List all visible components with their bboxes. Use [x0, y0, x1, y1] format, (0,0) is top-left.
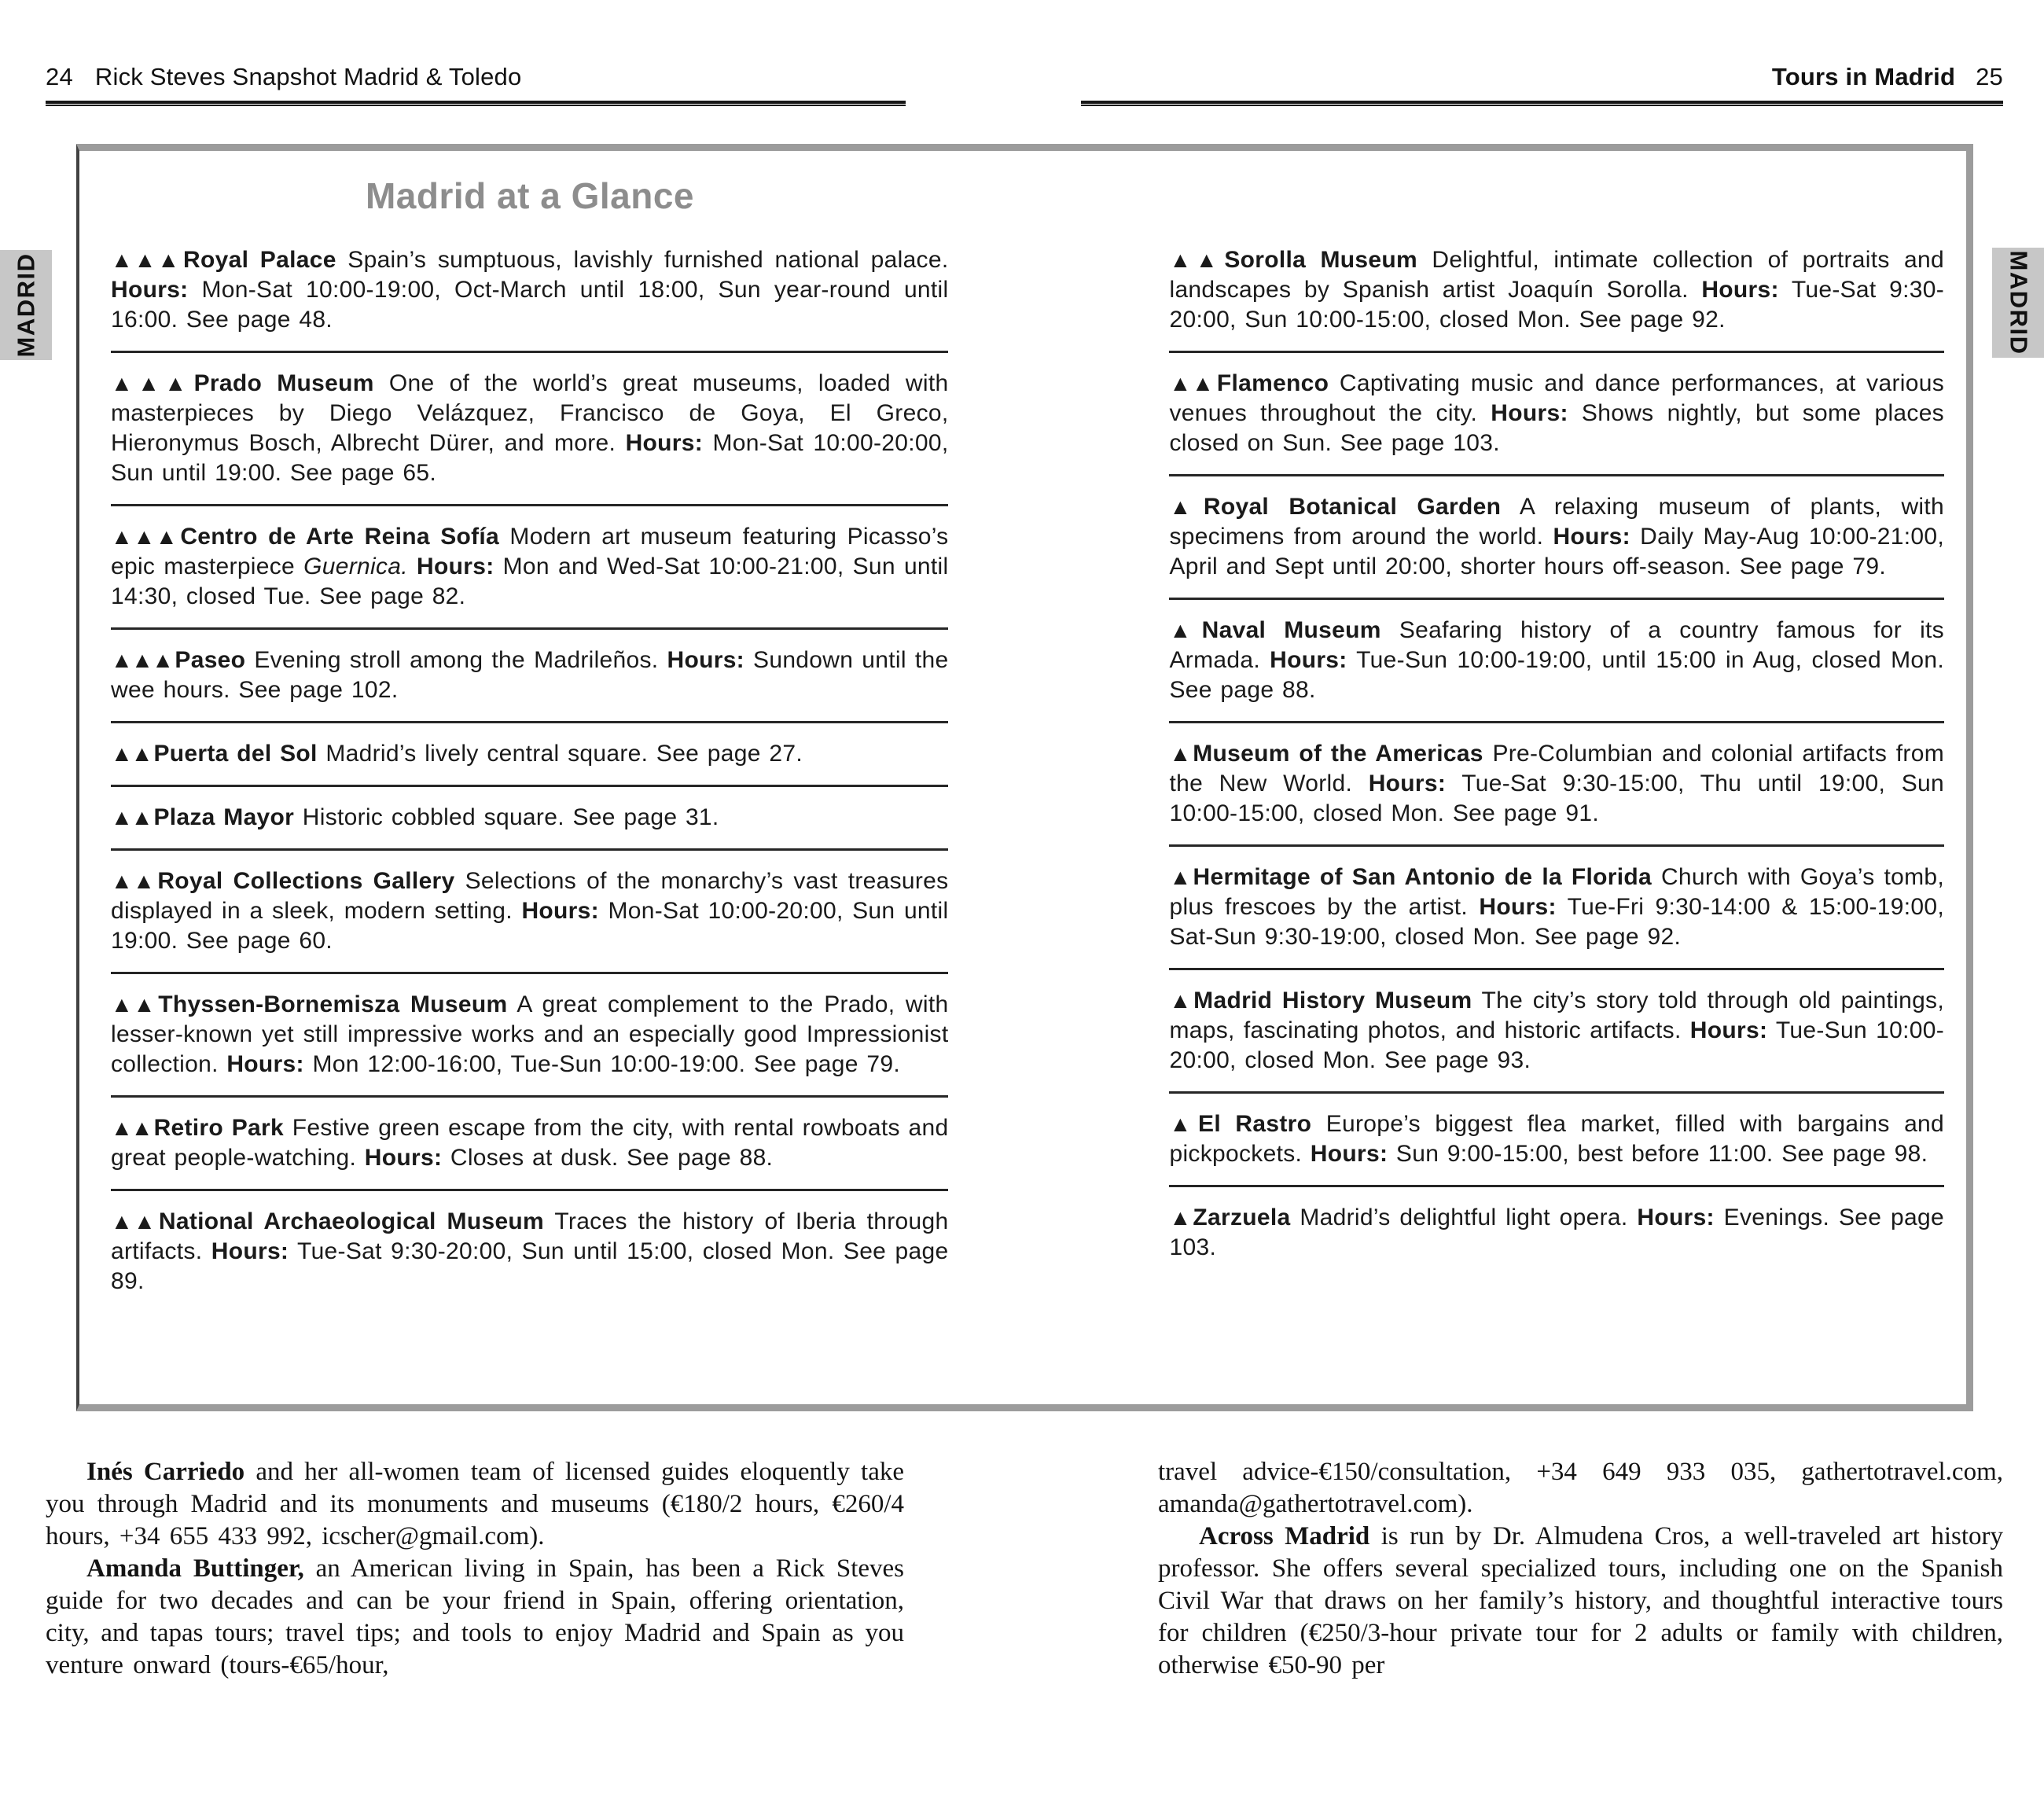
- entry-divider-rule: [111, 1189, 948, 1191]
- text-segment: Traces the history of Iberia through artifacts.: [111, 1208, 949, 1264]
- sight-name: Sorolla Museum: [1224, 247, 1417, 273]
- text-segment: Sundown until the wee hours. See page 102.: [111, 647, 949, 703]
- chapter-title: Tours in Madrid: [1771, 63, 1956, 90]
- margin-tab-madrid-left: [0, 250, 52, 360]
- sight-name: Plaza Mayor: [153, 804, 295, 830]
- entry-divider-rule: [1169, 844, 1944, 847]
- glance-entry: [111, 369, 948, 488]
- text-segment: Amanda Buttinger,: [86, 1554, 304, 1583]
- text-segment: Tue-Sun 10:00-19:00, until 15:00 in Aug, closed Mon. See page 88.: [1169, 647, 1944, 703]
- entry-divider-rule: [1169, 598, 1944, 600]
- text-segment: Across Madrid: [1199, 1522, 1370, 1550]
- text-segment: an American living in Spain, has been a Rick Steves guide for two decades and can be your friend in Spain, offering orientation, city, and tapas tours; travel tips; and tools to enjoy Madrid and Spain as you venture onward (tours-€65/hour,: [46, 1554, 905, 1679]
- rating-triangles-icon: ▲▲▲: [111, 524, 178, 549]
- text-segment: A relaxing museum of plants, with specimens from around the world.: [1169, 494, 1945, 550]
- glance-entry: [111, 990, 948, 1080]
- text-segment: Mon-Sat 10:00-20:00, Sun until 19:00. See page 65.: [111, 430, 949, 486]
- glance-entry: [1169, 369, 1944, 458]
- text-segment: Tue-Sat 9:30-15:00, Thu until 19:00, Sun 10:00-15:00, closed Mon. See page 91.: [1169, 771, 1944, 826]
- body-text-column-left: [46, 1456, 904, 1682]
- entry-divider-rule: [111, 1095, 948, 1098]
- text-segment: Hours:: [211, 1238, 289, 1264]
- rating-triangles-icon: ▲: [1169, 495, 1201, 519]
- sight-name: Naval Museum: [1201, 617, 1381, 643]
- rating-triangles-icon: ▲▲▲: [111, 371, 192, 395]
- text-segment: Tue-Fri 9:30-14:00 & 15:00-19:00, Sat-Sun 9:30-19:00, closed Mon. See page 92.: [1169, 894, 1944, 950]
- text-segment: Madrid’s lively central square. See page 27.: [325, 741, 803, 767]
- entry-divider-rule: [111, 721, 948, 723]
- glance-column-left: [111, 245, 948, 1297]
- sight-name: Madrid History Museum: [1193, 988, 1472, 1013]
- header-rule-right: [1081, 101, 2003, 106]
- text-segment: Festive green escape from the city, with rental rowboats and great people-watching.: [111, 1115, 949, 1171]
- body-paragraph: [46, 1553, 904, 1682]
- sight-name: Royal Palace: [183, 247, 336, 273]
- text-segment: Hours:: [1270, 647, 1347, 673]
- sight-name: National Archaeological Museum: [158, 1208, 545, 1234]
- glance-column-right: [1169, 245, 1944, 1297]
- margin-tab-madrid-right: [1992, 248, 2044, 358]
- rating-triangles-icon: ▲▲: [111, 992, 156, 1017]
- text-segment: Church with Goya’s tomb, plus frescoes by the artist.: [1169, 864, 1945, 920]
- rating-triangles-icon: ▲▲: [1169, 371, 1215, 395]
- rating-triangles-icon: ▲▲: [111, 869, 156, 893]
- text-segment: Guernica.: [303, 554, 408, 579]
- entry-divider-rule: [111, 848, 948, 851]
- text-segment: Captivating music and dance performances, at various venues throughout the city.: [1169, 370, 1944, 426]
- glance-entry: [1169, 739, 1944, 829]
- text-segment: Mon-Sat 10:00-20:00, Sun until 19:00. See page 60.: [111, 898, 949, 954]
- text-segment: A great complement to the Prado, with lesser-known yet still impressive works and an especially good Impressionist collection.: [111, 991, 949, 1077]
- rating-triangles-icon: ▲▲: [111, 1116, 152, 1140]
- text-segment: Mon and Wed-Sat 10:00-21:00, Sun until 14:30, closed Tue. See page 82.: [111, 554, 949, 609]
- glance-entry: [111, 866, 948, 956]
- sight-name: Thyssen-Bornemisza Museum: [158, 991, 508, 1017]
- glance-box-title: Madrid at a Glance: [365, 175, 694, 216]
- header-rule-left: [46, 101, 906, 106]
- entry-divider-rule: [111, 504, 948, 506]
- text-segment: Sun 9:00-15:00, best before 11:00. See page 98.: [1388, 1141, 1928, 1167]
- glance-entry: [111, 646, 948, 705]
- entry-divider-rule: [1169, 968, 1944, 970]
- running-head-right: [1081, 63, 2003, 91]
- rating-triangles-icon: ▲▲: [111, 1209, 156, 1234]
- glance-entry: [111, 522, 948, 612]
- body-paragraph: [1158, 1521, 2003, 1682]
- rating-triangles-icon: ▲▲: [1169, 248, 1222, 272]
- rating-triangles-icon: ▲: [1169, 618, 1200, 642]
- glance-entry: [1169, 245, 1944, 335]
- sight-name: Royal Botanical Garden: [1203, 494, 1502, 520]
- sight-name: Royal Collections Gallery: [157, 868, 455, 894]
- text-segment: Hours:: [625, 430, 704, 456]
- body-paragraph: [46, 1456, 904, 1553]
- rating-triangles-icon: ▲: [1169, 865, 1191, 889]
- text-segment: Tue-Sun 10:00-20:00, closed Mon. See page 93.: [1169, 1017, 1944, 1073]
- text-segment: is run by Dr. Almudena Cros, a well-traveled art history professor. She offers several specialized tours, including one on the Spanish Civil War that draws on her family’s history, and thoughtful interactive tours for children (€250/3-hour private tour for 2 adults or family with children, otherwise €50-90 per: [1158, 1522, 2003, 1679]
- rating-triangles-icon: ▲▲▲: [111, 248, 182, 272]
- rating-triangles-icon: ▲▲: [111, 805, 152, 829]
- glance-entry: [1169, 1109, 1944, 1169]
- sight-name: Flamenco: [1216, 370, 1329, 396]
- sight-name: Hermitage of San Antonio de la Florida: [1193, 864, 1652, 890]
- text-segment: travel advice-€150/consultation, +34 649 933 035, gathertotravel.com, amanda@gathertotravel.com).: [1158, 1458, 2003, 1518]
- text-segment: and her all-women team of licensed guides eloquently take you through Madrid and its monuments and museums (€180/2 hours, €260/4 hours, +34 655 433 992, icscher@gmail.com).: [46, 1458, 904, 1550]
- entry-divider-rule: [1169, 1091, 1944, 1094]
- entry-divider-rule: [1169, 721, 1944, 723]
- glance-entry: [111, 803, 948, 833]
- sight-name: Zarzuela: [1193, 1205, 1291, 1230]
- text-segment: Mon 12:00-16:00, Tue-Sun 10:00-19:00. See page 79.: [303, 1051, 900, 1077]
- sight-name: Prado Museum: [193, 370, 374, 396]
- book-title: Rick Steves Snapshot Madrid & Toledo: [94, 63, 522, 90]
- glance-entry: [1169, 616, 1944, 705]
- text-segment: Delightful, intimate collection of portraits and landscapes by Spanish artist Joaquín Sorolla.: [1169, 247, 1944, 303]
- margin-tab-label: MADRID: [12, 252, 39, 358]
- glance-entry: [1169, 492, 1944, 582]
- running-head-left: [46, 63, 521, 91]
- text-segment: Hours:: [1637, 1205, 1715, 1230]
- text-segment: Hours:: [226, 1051, 304, 1077]
- rating-triangles-icon: ▲: [1169, 1205, 1191, 1230]
- text-segment: Evening stroll among the Madrileños.: [254, 647, 667, 673]
- text-segment: One of the world’s great museums, loaded with masterpieces by Diego Velázquez, Francisco de Goya, El Greco, Hieronymus Bosch, Albrecht Dürer, and more.: [111, 370, 949, 456]
- text-segment: Madrid’s delightful light opera.: [1300, 1205, 1638, 1230]
- text-segment: Hours:: [111, 277, 189, 303]
- margin-tab-label: MADRID: [2005, 250, 2032, 355]
- text-segment: Shows nightly, but some places closed on Sun. See page 103.: [1169, 400, 1944, 456]
- text-segment: Selections of the monarchy’s vast treasures displayed in a sleek, modern setting.: [111, 868, 949, 924]
- text-segment: Historic cobbled square. See page 31.: [302, 804, 719, 830]
- glance-entry: [111, 1207, 948, 1297]
- glance-entry: [111, 739, 948, 769]
- text-segment: Hours:: [1310, 1141, 1388, 1167]
- text-segment: Closes at dusk. See page 88.: [442, 1145, 774, 1171]
- text-segment: Hours:: [1368, 771, 1447, 796]
- text-segment: [408, 554, 417, 579]
- page-number-right: 25: [1976, 63, 2003, 90]
- text-segment: Hours:: [1491, 400, 1568, 426]
- text-segment: Hours:: [1479, 894, 1557, 920]
- text-segment: Tue-Sat 9:30-20:00, Sun until 15:00, closed Mon. See page 89.: [111, 1238, 949, 1294]
- glance-entry: [111, 245, 948, 335]
- sight-name: Puerta del Sol: [153, 741, 318, 767]
- rating-triangles-icon: ▲▲▲: [111, 648, 173, 672]
- page-number-left: 24: [46, 63, 73, 90]
- text-segment: Hours:: [521, 898, 599, 924]
- text-segment: Inés Carriedo: [86, 1458, 245, 1486]
- entry-divider-rule: [1169, 351, 1944, 353]
- text-segment: Hours:: [667, 647, 744, 673]
- sight-name: Retiro Park: [153, 1115, 284, 1141]
- madrid-at-a-glance-box: [76, 144, 1973, 1411]
- glance-entry: [1169, 986, 1944, 1076]
- text-segment: Hours:: [1553, 524, 1630, 550]
- text-segment: Modern art museum featuring Picasso’s epic masterpiece: [111, 524, 949, 579]
- text-segment: Hours:: [364, 1145, 443, 1171]
- glance-entry: [1169, 863, 1944, 952]
- entry-divider-rule: [111, 627, 948, 630]
- text-segment: Spain’s sumptuous, lavishly furnished national palace.: [347, 247, 949, 273]
- entry-divider-rule: [111, 351, 948, 353]
- text-segment: Pre-Columbian and colonial artifacts from the New World.: [1169, 741, 1944, 796]
- entry-divider-rule: [1169, 474, 1944, 476]
- sight-name: Paseo: [175, 647, 246, 673]
- rating-triangles-icon: ▲: [1169, 988, 1192, 1013]
- glance-entry: [111, 1113, 948, 1173]
- entry-divider-rule: [1169, 1185, 1944, 1187]
- text-segment: Hours:: [1701, 277, 1779, 303]
- body-text-column-right: [1158, 1456, 2003, 1682]
- text-segment: Evenings. See page 103.: [1169, 1205, 1944, 1260]
- text-segment: Seafaring history of a country famous for its Armada.: [1169, 617, 1944, 673]
- text-segment: Hours:: [417, 554, 494, 579]
- rating-triangles-icon: ▲: [1169, 741, 1191, 766]
- text-segment: The city’s story told through old paintings, maps, fascinating photos, and historic artifacts.: [1169, 988, 1944, 1043]
- entry-divider-rule: [111, 785, 948, 787]
- glance-columns: [111, 245, 1944, 1297]
- rating-triangles-icon: ▲: [1169, 1112, 1197, 1136]
- sight-name: Centro de Arte Reina Sofía: [180, 524, 500, 550]
- text-segment: Mon-Sat 10:00-19:00, Oct-March until 18:00, Sun year-round until 16:00. See page 48.: [111, 277, 949, 333]
- text-segment: Daily May-Aug 10:00-21:00, April and Sept until 20:00, shorter hours off-season. See page 79.: [1169, 524, 1944, 579]
- rating-triangles-icon: ▲▲: [111, 741, 152, 766]
- glance-entry: [1169, 1203, 1944, 1263]
- text-segment: Tue-Sat 9:30-20:00, Sun 10:00-15:00, closed Mon. See page 92.: [1169, 277, 1944, 333]
- body-paragraph: [1158, 1456, 2003, 1521]
- sight-name: El Rastro: [1198, 1111, 1312, 1137]
- text-segment: Hours:: [1689, 1017, 1768, 1043]
- text-segment: Europe’s biggest flea market, filled with bargains and pickpockets.: [1169, 1111, 1945, 1167]
- entry-divider-rule: [111, 972, 948, 974]
- sight-name: Museum of the Americas: [1193, 741, 1483, 767]
